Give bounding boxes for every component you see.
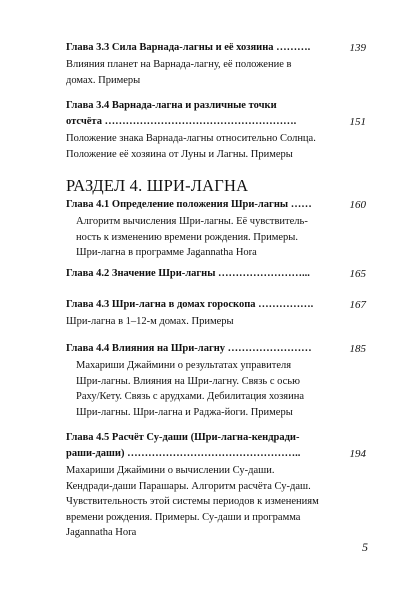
- description-line: Влияния планет на Варнада-лагну, её положение в: [66, 59, 292, 70]
- entry-heading-line: Глава 4.3 Шри-лагна в домах гороскопа …………….: [66, 299, 314, 310]
- entry-heading: [66, 197, 366, 213]
- entry-page-number: 167: [349, 299, 366, 311]
- entry-description: [66, 57, 366, 88]
- toc-entry-4-5[interactable]: [66, 430, 366, 541]
- entry-heading: [66, 297, 366, 313]
- entry-description: [66, 131, 366, 162]
- description-line: Алгоритм вычисления Шри-лагны. Её чувствитель-: [76, 216, 308, 227]
- entry-page-number: 151: [349, 116, 366, 128]
- entry-description: [66, 358, 366, 420]
- section-title: РАЗДЕЛ 4. ШРИ-ЛАГНА: [66, 176, 249, 195]
- description-line: времени рождения. Примеры. Су-даши и программа: [66, 511, 301, 523]
- description-line: Раху/Кету. Связь с арудхами. Дебилитация хозяина: [76, 391, 304, 402]
- entry-heading-line: Глава 3.4 Варнада-лагна и различные точки: [66, 100, 277, 111]
- toc-entry-3-3[interactable]: [66, 40, 366, 88]
- toc-entry-4-3[interactable]: [66, 297, 366, 330]
- entry-heading: [66, 430, 366, 462]
- description-line: домах. Примеры: [66, 74, 141, 86]
- entry-heading-line: раши-даши) …………………………………………..: [66, 448, 301, 459]
- entry-heading-line: отсчёта ……………………………………………….: [66, 116, 297, 127]
- entry-page-number: 165: [349, 268, 366, 280]
- description-line: Шри-лагны. Шри-лагна и Раджа-йоги. Примеры: [76, 406, 293, 418]
- entry-heading: [66, 266, 366, 282]
- toc-entry-4-1[interactable]: [66, 197, 366, 261]
- entry-description: [66, 214, 366, 261]
- description-line: Шри-лагна в 1–12-м домах. Примеры: [66, 316, 234, 327]
- entry-heading-line: Глава 4.1 Определение положения Шри-лагны ……: [66, 199, 312, 210]
- description-line: Шри-лагна в программе Jagannatha Hora: [76, 247, 257, 258]
- entry-page-number: 194: [349, 448, 366, 460]
- toc-entry-4-2[interactable]: [66, 266, 366, 282]
- entry-page-number: 139: [349, 42, 366, 54]
- description-line: Кендради-даши Парашары. Алгоритм расчёта Су-даш.: [66, 480, 311, 492]
- entry-page-number: 185: [349, 343, 366, 355]
- toc-entry-3-4[interactable]: [66, 98, 366, 162]
- entry-heading-line: Глава 4.4 Влияния на Шри-лагну ……………………: [66, 343, 312, 354]
- description-line: Махариши Джаймини о результатах управителя: [76, 360, 292, 371]
- description-line: Положение её хозяина от Луны и Лагны. Примеры: [66, 148, 293, 160]
- entry-page-number: 160: [349, 199, 366, 211]
- entry-description: [66, 463, 366, 541]
- page-number: 5: [362, 540, 368, 554]
- description-line: Чувствительность этой системы периодов к изменениям: [66, 496, 319, 507]
- entry-heading-line: Глава 4.2 Значение Шри-лагны ……………………...: [66, 268, 310, 279]
- entry-description: [66, 314, 366, 330]
- entry-heading: [66, 98, 366, 130]
- description-line: Jagannatha Hora: [66, 527, 137, 538]
- toc-entry-4-4[interactable]: [66, 341, 366, 420]
- entry-heading: [66, 341, 366, 357]
- entry-heading-line: Глава 3.3 Сила Варнада-лагны и её хозяина ……….: [66, 42, 311, 53]
- description-line: ность к изменению времени рождения. Примеры.: [76, 231, 298, 243]
- description-line: Шри-лагны. Влияния на Шри-лагну. Связь с осью: [76, 375, 300, 387]
- entry-heading-line: Глава 4.5 Расчёт Су-даши (Шри-лагна-кендради-: [66, 432, 300, 443]
- entry-heading: [66, 40, 366, 56]
- description-line: Махариши Джаймини о вычислении Су-даши.: [66, 465, 275, 476]
- description-line: Положение знака Варнада-лагны относительно Солнца.: [66, 133, 316, 144]
